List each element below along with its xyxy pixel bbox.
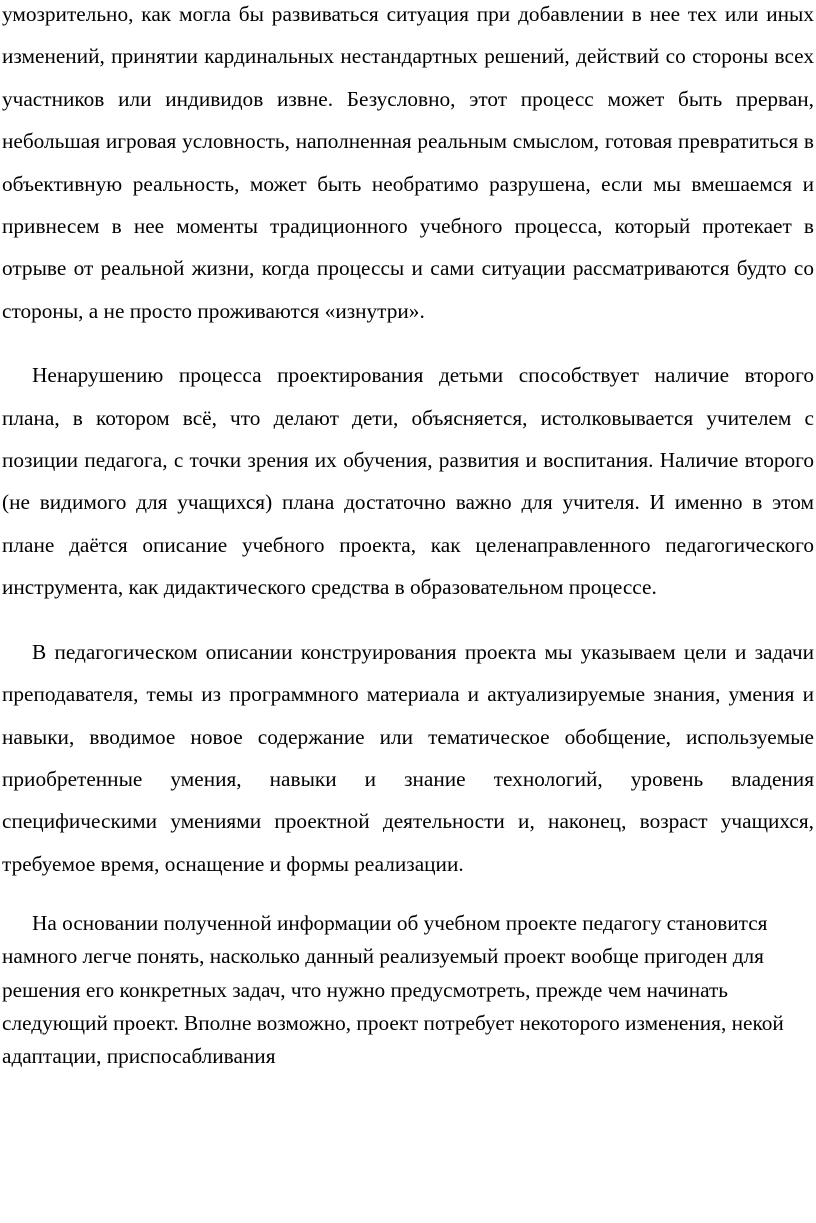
paragraph-spacer bbox=[2, 609, 814, 631]
paragraph-spacer bbox=[2, 332, 814, 354]
paragraph-continuation: умозрительно, как могла бы развиваться ситуация при добавлении в нее тех или иных изменений, принятии кардинальных нестандартных решений, действий со стороны всех участников или индивидов извне. Безусловно, этот процесс может быть прерван, небольшая игровая условность, наполненная реальным смыслом, готовая превратиться в объективную реальность, может быть необратимо разрушена, если мы вмешаемся и привнесем в нее моменты традиционного учебного процесса, который протекает в отрыве от реальной жизни, когда процессы и сами ситуации рассматриваются будто со стороны, а не просто проживаются «изнутри». bbox=[2, 2, 814, 323]
paragraph-spacer bbox=[2, 885, 814, 907]
paragraph-pedagogical-description: В педагогическом описании конструирования проекта мы указываем цели и задачи преподавателя, темы из программного материала и актуализируемые знания, умения и навыки, вводимое новое содержание или тематическое обобщение, используемые приобретенные умения, навыки и знание технологий, уровень владения специфическими умениями проектной деятельности и, наконец, возраст учащихся, требуемое время, оснащение и формы реализации. bbox=[2, 639, 814, 876]
paragraph-second-plan: Ненарушению процесса проектирования детьми способствует наличие второго плана, в котором всё, что делают дети, объясняется, истолковывается учителем с позиции педагога, с точки зрения их обучения, развития и воспитания. Наличие второго (не видимого для учащихся) плана достаточно важно для учителя. И именно в этом плане даётся описание учебного проекта, как целенаправленного педагогического инструмента, как дидактического средства в образовательном процессе. bbox=[2, 363, 814, 600]
paragraph-project-information: На основании полученной информации об учебном проекте педагогу становится намного легче понять, насколько данный реализуемый проект вообще пригоден для решения его конкретных задач, что нужно предусмотреть, прежде чем начинать следующий проект. Вполне возможно, проект потребует некоторого изменения, некой адаптации, приспосабливания bbox=[2, 911, 784, 1068]
